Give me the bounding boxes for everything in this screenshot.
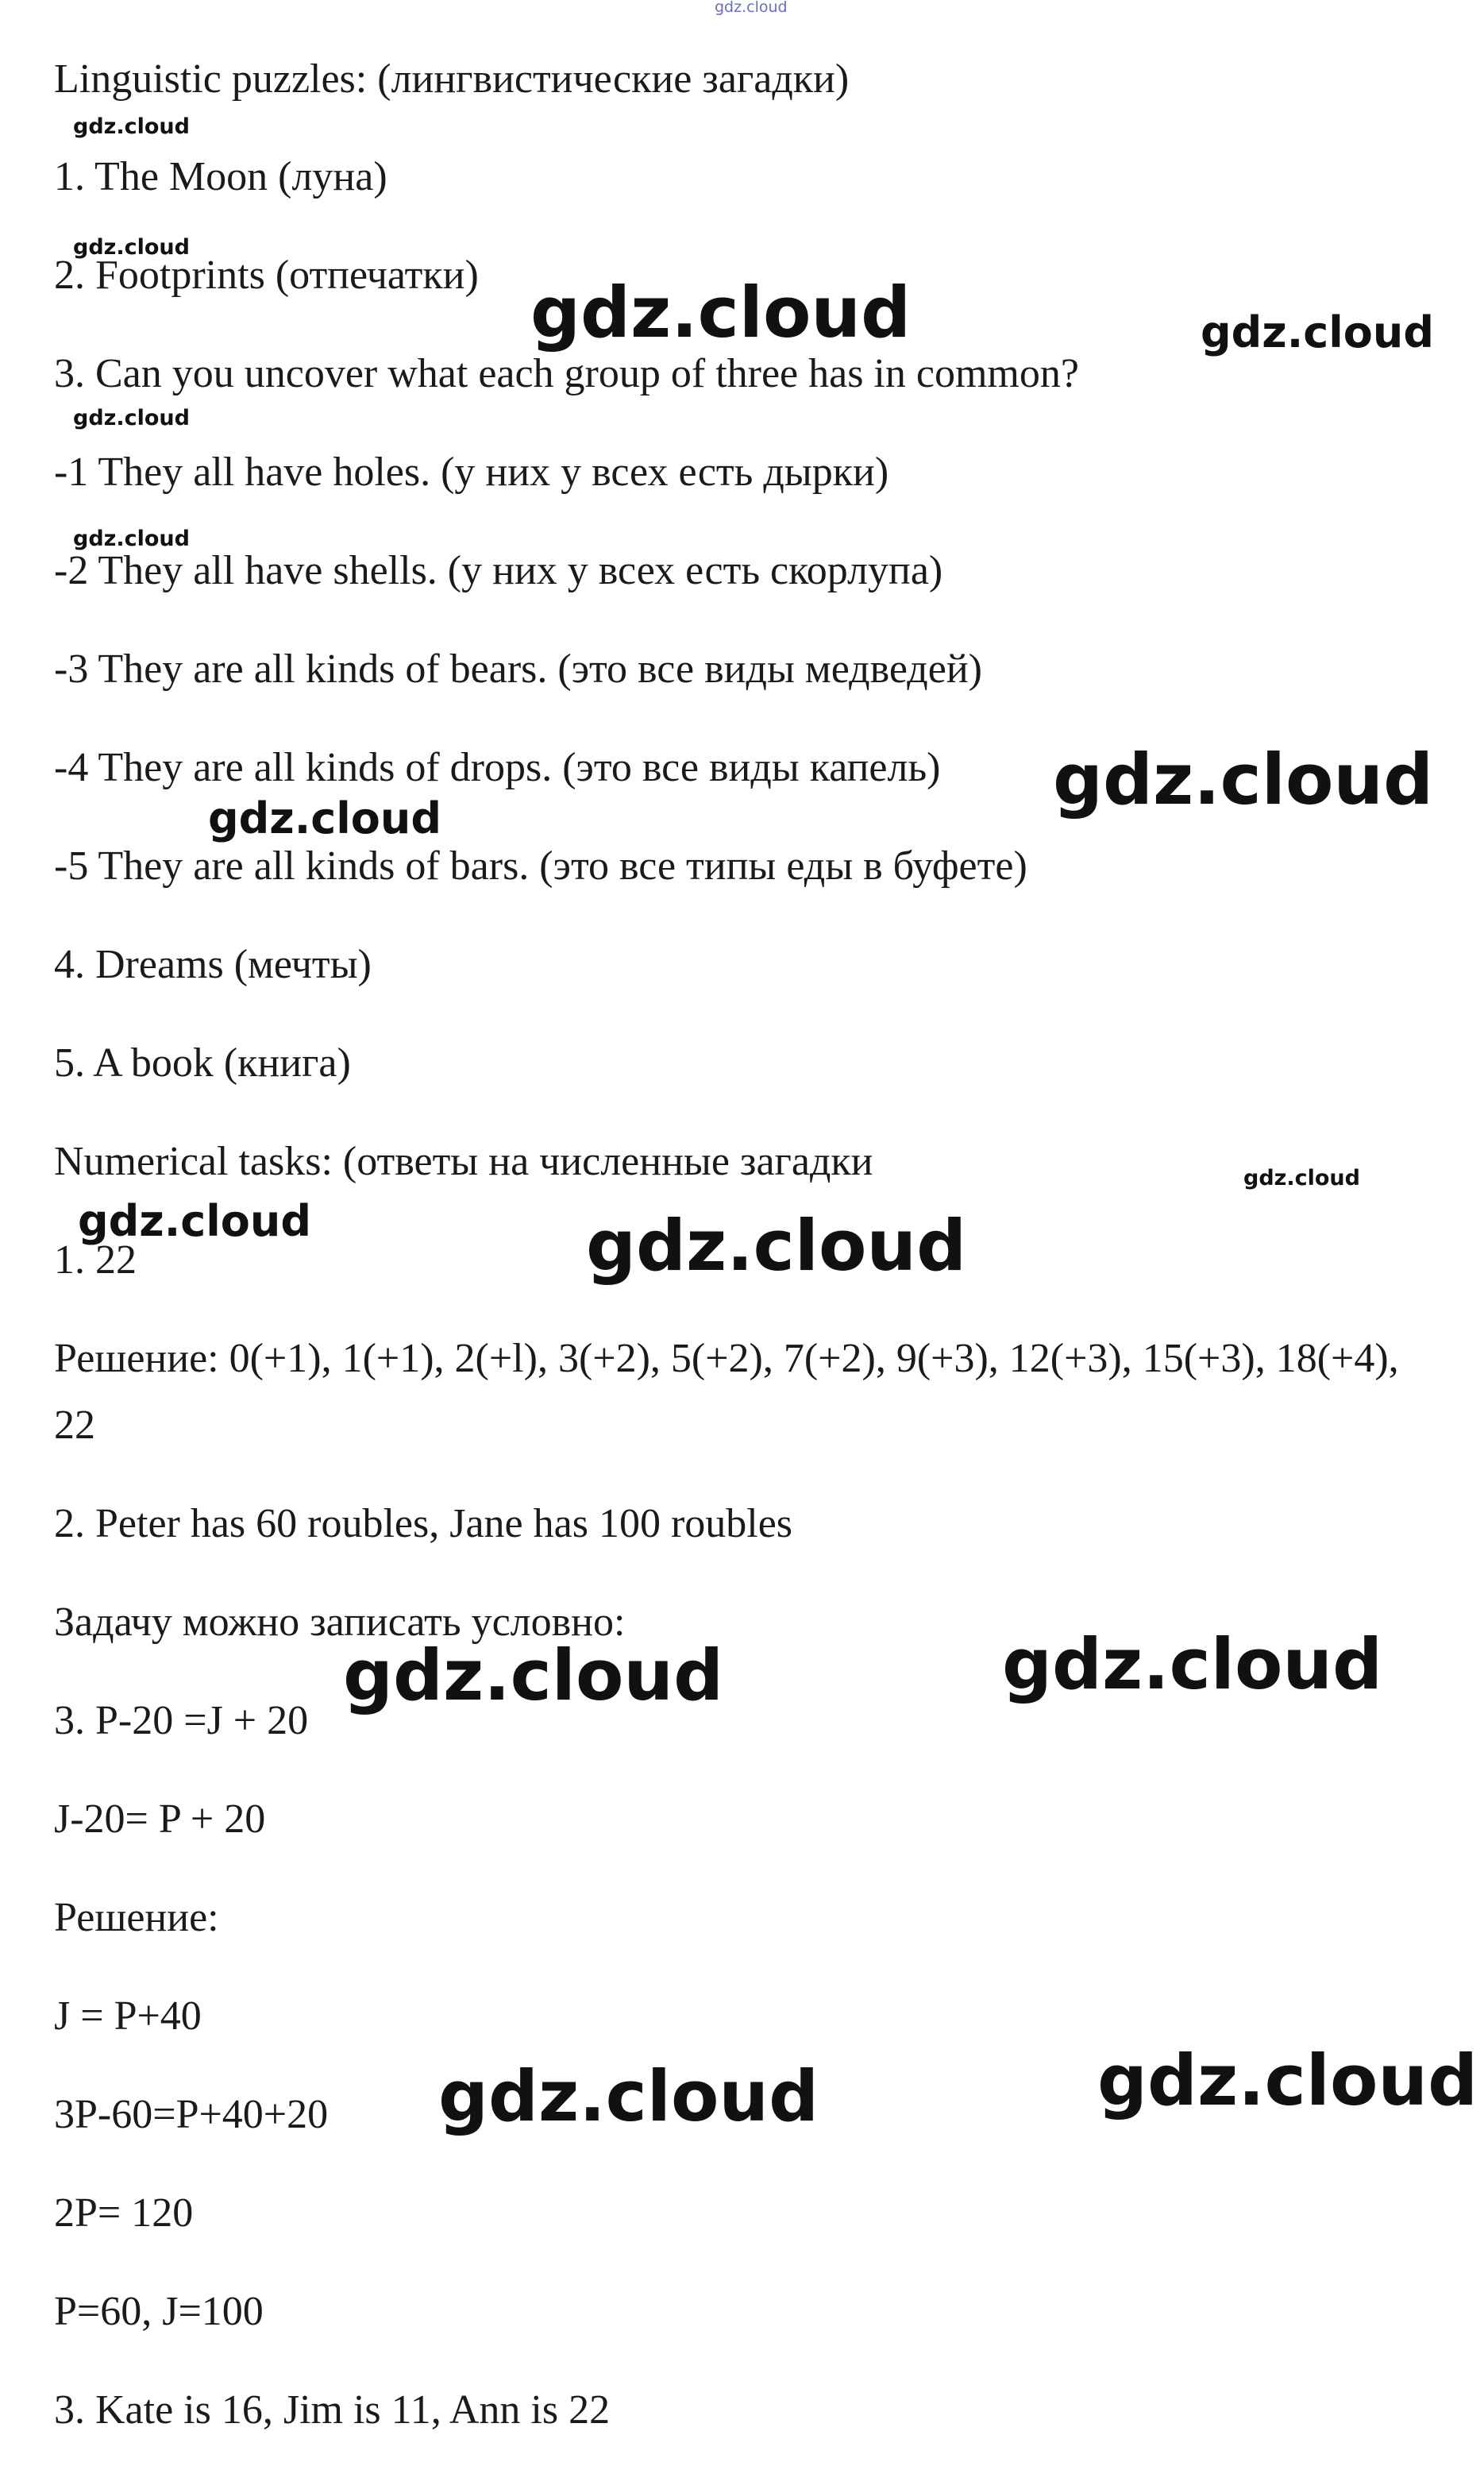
answer-line: -3 They are all kinds of bears. (это все виды медведей)	[54, 646, 982, 692]
answer-line: 1. The Moon (луна)	[54, 154, 387, 199]
answer-line: 3. Kate is 16, Jim is 11, Ann is 22	[54, 2387, 611, 2433]
watermark: gdz.cloud	[1243, 1166, 1360, 1190]
watermark: gdz.cloud	[1097, 2039, 1478, 2121]
watermark: gdz.cloud	[1002, 1623, 1383, 1705]
solution-line: Решение: 0(+1), 1(+1), 2(+l), 3(+2), 5(+2), 7(+2), 9(+3), 12(+3), 15(+3), 18(+4), 22	[54, 1336, 1399, 1448]
equation-line: 3P-60=P+40+20	[54, 2092, 329, 2137]
watermark: gdz.cloud	[78, 1196, 311, 1246]
equation-line: P=60, J=100	[54, 2289, 264, 2334]
watermark: gdz.cloud	[343, 1634, 724, 1716]
watermark: gdz.cloud	[1053, 739, 1434, 820]
equation-line: 2P= 120	[54, 2190, 194, 2236]
answer-line: -5 They are all kinds of bars. (это все типы еды в буфете)	[54, 843, 1027, 889]
answer-line: 2. Footprints (отпечатки)	[54, 253, 479, 298]
watermark: gdz.cloud	[1201, 307, 1434, 357]
answer-line: -4 They are all kinds of drops. (это все виды капель)	[54, 745, 941, 790]
watermark: gdz.cloud	[586, 1205, 967, 1287]
watermark: gdz.cloud	[73, 527, 190, 551]
watermark: gdz.cloud	[73, 235, 190, 260]
answer-line: -1 They all have holes. (у них у всех есть дырки)	[54, 450, 889, 495]
watermark: gdz.cloud	[73, 114, 190, 139]
watermark: gdz.cloud	[73, 406, 190, 430]
answer-line: Задачу можно записать условно:	[54, 1600, 626, 1645]
equation-line: J-20= P + 20	[54, 1796, 266, 1842]
answer-line: 1. 22	[54, 1237, 137, 1283]
watermark: gdz.cloud	[438, 2055, 819, 2137]
answer-line: 5. A book (книга)	[54, 1040, 351, 1086]
solution-label: Решение:	[54, 1895, 219, 1940]
watermark: gdz.cloud	[208, 793, 441, 843]
answer-line: 2. Peter has 60 roubles, Jane has 100 roubles	[54, 1501, 793, 1546]
answer-line: -2 They all have shells. (у них у всех есть скорлупа)	[54, 548, 943, 593]
section-heading-linguistic: Linguistic puzzles: (лингвистические загадки)	[54, 56, 850, 102]
watermark: gdz.cloud	[530, 272, 912, 353]
answer-line: 3. Can you uncover what each group of three has in common?	[54, 351, 1079, 396]
section-heading-numerical: Numerical tasks: (ответы на численные загадки	[54, 1139, 873, 1184]
equation-line: 3. P-20 =J + 20	[54, 1698, 309, 1743]
watermark: gdz.cloud	[715, 0, 788, 16]
answer-line: 4. Dreams (мечты)	[54, 942, 372, 987]
equation-line: J = P+40	[54, 1993, 202, 2039]
